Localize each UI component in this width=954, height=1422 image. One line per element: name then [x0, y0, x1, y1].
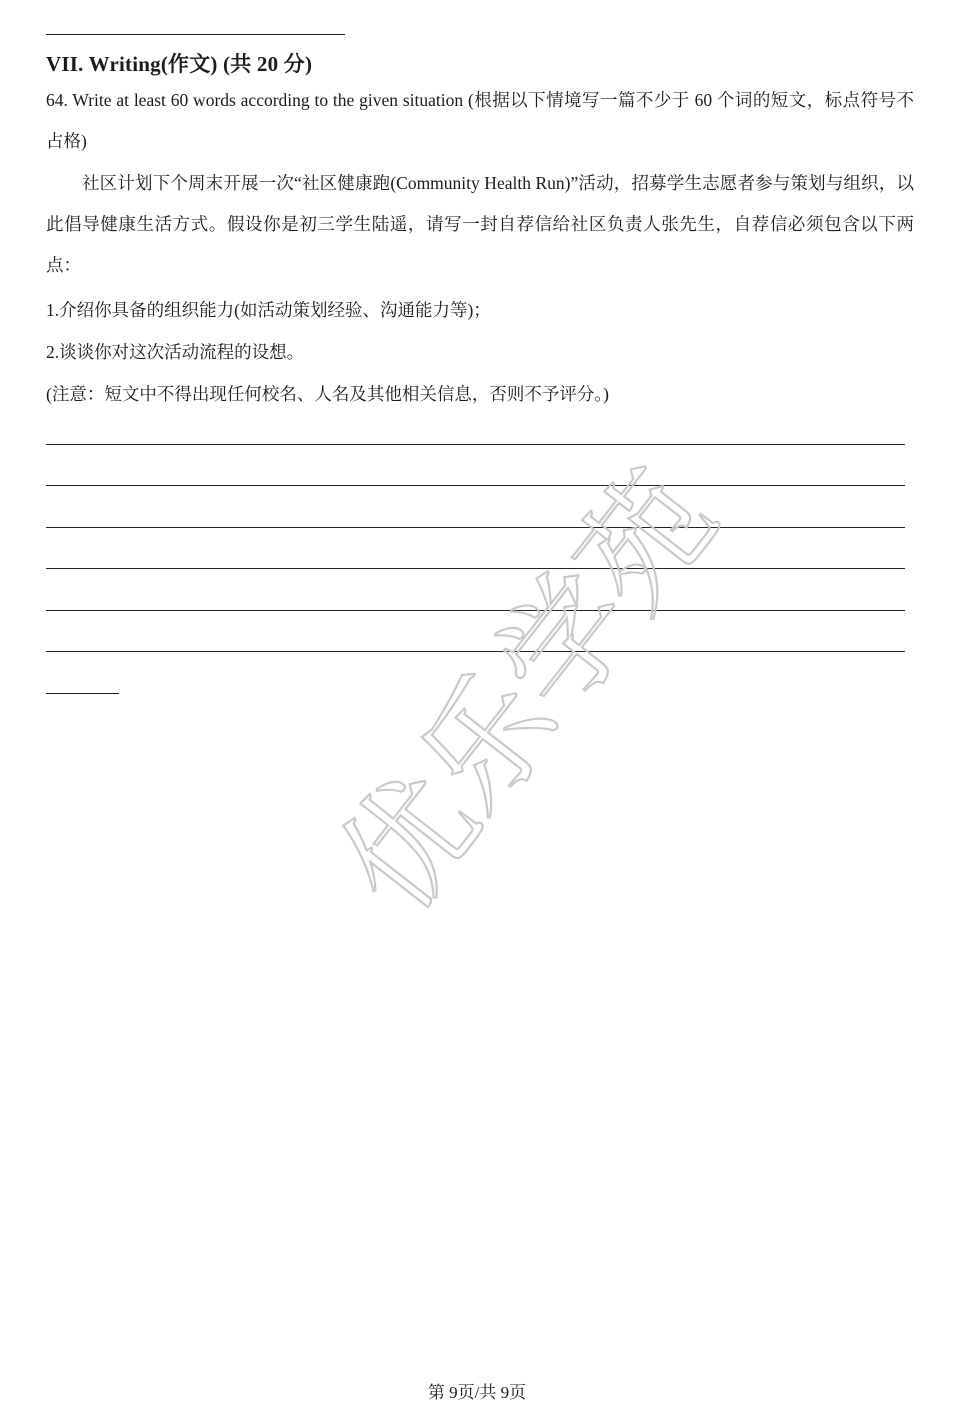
section-title: VII. Writing(作文) (共 20 分) — [46, 52, 313, 76]
answer-line[interactable] — [46, 568, 905, 569]
answer-line[interactable] — [46, 610, 905, 611]
answer-line[interactable] — [46, 485, 905, 486]
answer-line[interactable] — [46, 527, 905, 528]
top-divider — [46, 34, 345, 35]
situation-description: 社区计划下个周末开展一次“社区健康跑(Community Health Run)”活动，招募学生志愿者参与策划与组织，以此倡导健康生活方式。假设你是初三学生陆遥，请写一封自荐信给社区负责人张先生，自荐信必须包含以下两点： — [46, 173, 914, 275]
requirement-point-2: 2.谈谈你对这次活动流程的设想。 — [46, 342, 305, 362]
answer-line-end[interactable] — [46, 693, 119, 694]
watermark-text: 优乐学苑 — [311, 444, 745, 941]
watermark — [268, 430, 788, 950]
scoring-note: (注意：短文中不得出现任何校名、人名及其他相关信息，否则不予评分。) — [46, 384, 609, 404]
question-prompt: 64. Write at least 60 words according to the given situation (根据以下情境写一篇不少于 60 个词的短文，标点符号不占格) — [46, 90, 914, 151]
answer-line[interactable] — [46, 444, 905, 445]
requirement-point-1: 1.介绍你具备的组织能力(如活动策划经验、沟通能力等)； — [46, 300, 491, 320]
answer-line[interactable] — [46, 651, 905, 652]
page-number: 第 9页/共 9页 — [427, 1383, 527, 1402]
